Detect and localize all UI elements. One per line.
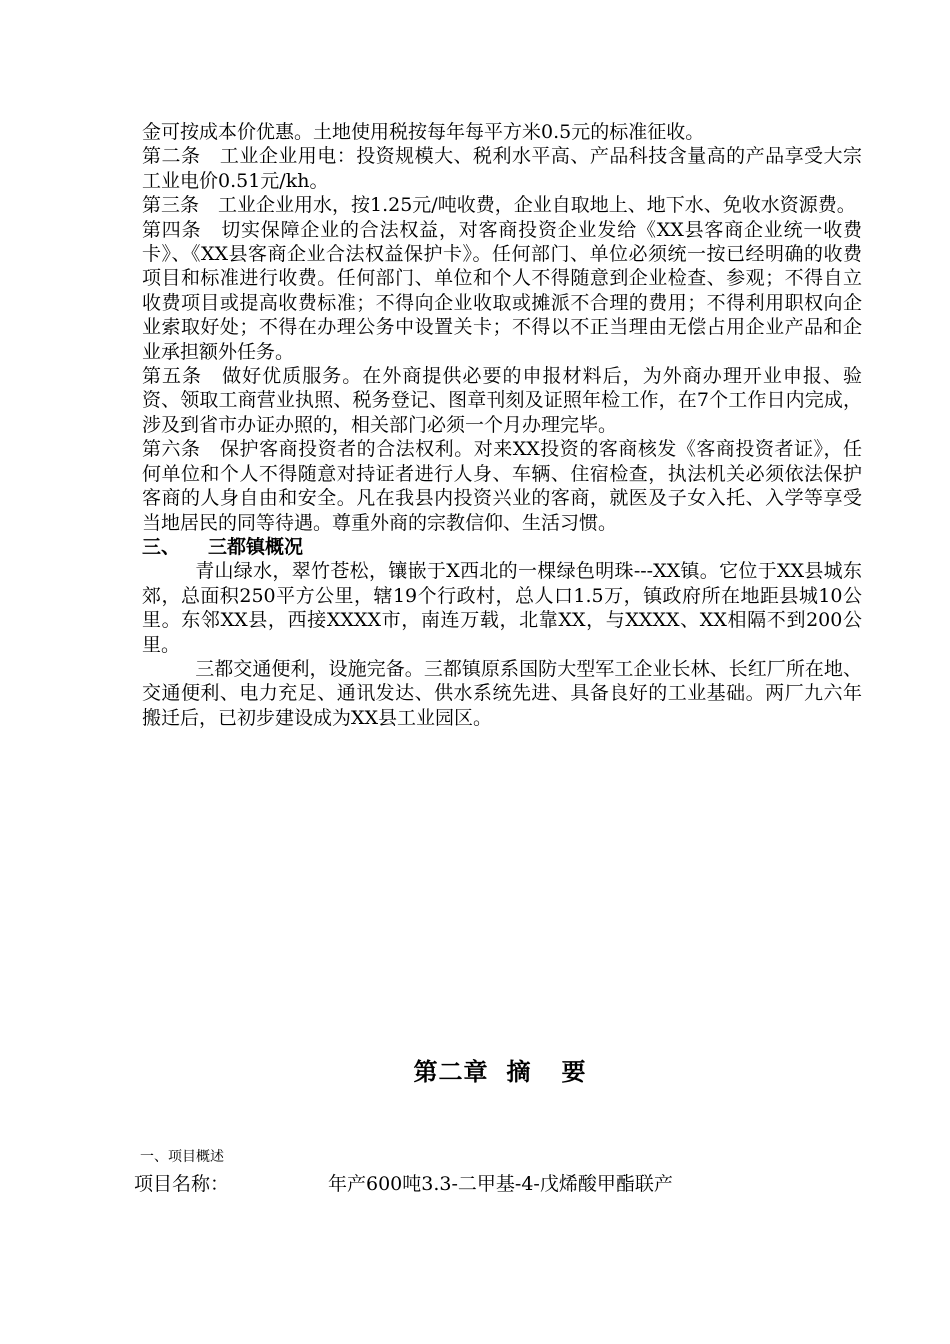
section-3-heading bbox=[142, 535, 862, 559]
project-name-label: 项目名称： bbox=[134, 1173, 230, 1195]
chapter-title bbox=[0, 1052, 950, 1087]
project-name-row bbox=[134, 1170, 894, 1198]
project-overview-heading: 一、项目概述 bbox=[140, 1149, 224, 1165]
article-6-protection: 第六条 保护客商投资者的合法权利。对来XX投资的客商核发《客商投资者证》，任何单位和个人不得随意对持证者进行人身、车辆、住宿检查，执法机关必须依法保护客商的人身自由和安全。凡在我县内投资兴业的客商，就医及子女入托、入学等享受当地居民的同等待遇。尊重外商的宗教信仰、生活习惯。 bbox=[142, 438, 862, 534]
chapter-title-part-2: 摘 bbox=[506, 1057, 532, 1086]
section-3-title: 三都镇概况 bbox=[208, 535, 304, 558]
paragraph-land-tax: 金可按成本价优惠。土地使用税按每年每平方米0.5元的标准征收。 bbox=[142, 121, 705, 143]
article-3-water: 第三条 工业企业用水，按1.25元/吨收费，企业自取地上、地下水、免收水资源费。 bbox=[142, 194, 856, 217]
project-name-value: 年产600吨3.3-二甲基-4-戊烯酸甲酯联产 bbox=[328, 1173, 673, 1195]
article-4-rights: 第四条 切实保障企业的合法权益，对客商投资企业发给《XX县客商企业统一收费卡》、《XX县客商企业合法权益保护卡》。任何部门、单位必须统一按已经明确的收费项目和标准进行收费。任何部门、单位和个人不得随意到企业检查、参观；不得自立收费项目或提高收费标准；不得向企业收取或摊派不合理的费用；不得利用职权向企业索取好处；不得在办理公务中设置关卡；不得以不正当理由无偿占用企业产品和企业承担额外任务。 bbox=[142, 218, 862, 363]
section-3-paragraph-1: 青山绿水，翠竹苍松，镶嵌于X西北的一棵绿色明珠---XX镇。它位于XX县城东郊，总面积250平方公里，辖19个行政村，总人口1.5万，镇政府所在地距县城10公里。东邻XX县，西接XXXX市，南连万载，北靠XX，与XXXX、XX相隔不到200公里。 bbox=[142, 560, 862, 656]
chapter-title-part-1: 第二章 bbox=[413, 1057, 489, 1086]
chapter-title-part-3: 要 bbox=[561, 1057, 587, 1086]
section-3-number: 三、 bbox=[142, 535, 181, 558]
article-2-electricity: 第二条 工业企业用电：投资规模大、税利水平高、产品科技含量高的产品享受大宗工业电价0.51元/kh。 bbox=[142, 145, 862, 192]
article-5-service: 第五条 做好优质服务。在外商提供必要的申报材料后，为外商办理开业申报、验资、领取工商营业执照、税务登记、图章刊刻及证照年检工作，在7个工作日内完成，涉及到省市办证办照的，相关部门必须一个月办理完毕。 bbox=[142, 365, 862, 436]
body-text bbox=[142, 120, 862, 730]
section-3-paragraph-2: 三都交通便利，设施完备。三都镇原系国防大型军工企业长林、长红厂所在地、交通便利、电力充足、通讯发达、供水系统先进、具备良好的工业基础。两厂九六年搬迁后，已初步建设成为XX县工业园区。 bbox=[142, 657, 862, 729]
